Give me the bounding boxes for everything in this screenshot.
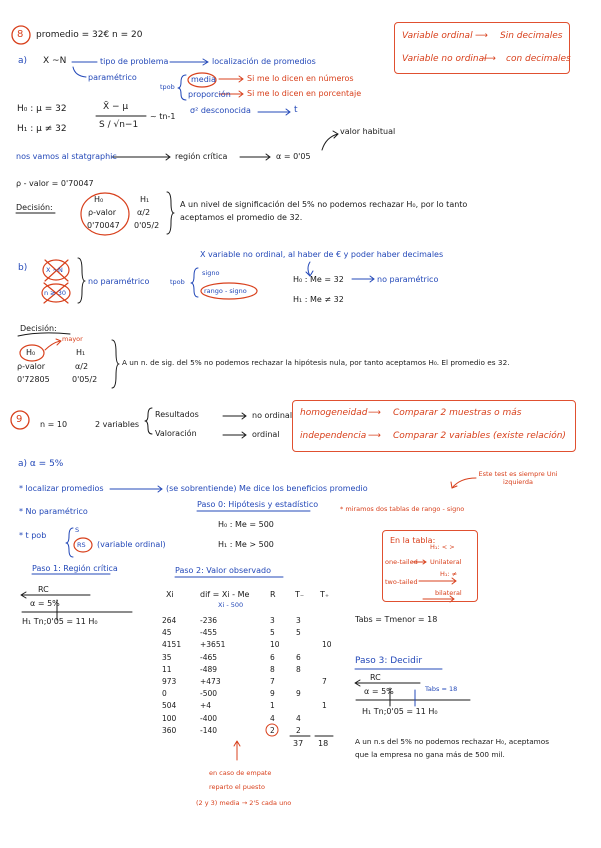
cell-r: 8 (270, 664, 275, 674)
cell-tminus: 6 (296, 652, 301, 662)
dec-col1-1: ρ-valor (88, 208, 117, 217)
b-dec-col1-0: H₀ (26, 348, 36, 357)
cell-dif: +3651 (200, 640, 226, 650)
dec-col1-2: 0'70047 (87, 221, 120, 230)
cell-tplus: 7 (322, 677, 327, 686)
s-label: S (75, 526, 80, 534)
final-text-2: que la empresa no gana más de 500 mil. (355, 750, 505, 759)
b-dec-col2-2: 0'05/2 (72, 375, 98, 384)
cell-tplus: 10 (322, 640, 332, 650)
b-h0: H₀ : Me = 32 (293, 275, 344, 284)
q9-var1-type: no ordinal (252, 411, 293, 420)
note-right-2: con decimales (506, 54, 571, 64)
tabs18: Tabs = 18 (425, 685, 458, 693)
bullet-1: * localizar promedios (19, 484, 104, 493)
stat-denominator: S / √n−1 (99, 120, 139, 130)
q9-h1: H₁ : Me > 500 (218, 540, 274, 549)
b-dec-col1-1: ρ-valor (17, 362, 46, 371)
parametric-label: paramétrico (88, 73, 137, 82)
miramos-note: * miramos dos tablas de rango - signo (340, 505, 465, 513)
statgraphic-note: nos vamos al statgraphic (16, 152, 117, 161)
q9-h0: H₀ : Me = 500 (218, 520, 274, 529)
empate-2: reparto el puesto (209, 783, 265, 791)
problem-type-value: localización de promedios (212, 57, 316, 66)
decision-label: Decisión: (16, 203, 53, 212)
b-dec-col2-0: H₁ (76, 348, 86, 357)
q8-a-dist: X ~N (43, 56, 67, 66)
th-xi: Xi (166, 590, 174, 599)
bullet-2: * No paramétrico (19, 507, 88, 516)
proporcion-label: proporción (188, 90, 231, 99)
b-dec-col1-2: 0'72805 (17, 375, 50, 384)
cell-xi: 100 (162, 713, 177, 723)
tabla-line2: two-tailed (385, 578, 418, 586)
sum-minus: 37 (293, 739, 304, 748)
tpob-label: tpob (160, 83, 175, 91)
valor-habitual: valor habitual (340, 127, 396, 136)
q9-variables: 2 variables (95, 420, 140, 429)
decision-text-2: aceptamos el promedio de 32. (180, 213, 303, 222)
h1-mu: H₁ : μ ≠ 32 (17, 124, 67, 134)
cell-dif: -500 (200, 689, 218, 699)
empate-1: en caso de empate (209, 769, 272, 777)
cell-xi: 11 (162, 664, 172, 674)
cell-dif: +4 (200, 701, 212, 711)
b-nonparam-2: no paramétrico (377, 275, 439, 284)
q9-note-left-2: independencia (300, 431, 367, 441)
cell-dif: -400 (200, 713, 218, 723)
paso0-title: Paso 0: Hipótesis y estadístico (197, 500, 319, 509)
sigma-note: σ² desconocida (190, 106, 251, 115)
tabla-line2-r: bilateral (435, 589, 462, 597)
paso2-title: Paso 2: Valor observado (175, 566, 271, 575)
cell-xi: 4151 (162, 640, 182, 650)
notes-page: 8 promedio = 32€ n = 20 Variable ordinal ⟶ Sin decimales Variable no ordinal ⟶ con decimales a) X ~N tipo de problema localización de promedios paramétrico tpob media Si me lo dicen en números proporción Si me lo dicen en porcentaje H₀ : μ = 32 H₁ : μ ≠ 32 X̄ − μ S / √n−1 ~ tn-1 σ² desconocida t valor habitual nos vamos al statgraphic región crítica α = 0'05 ρ - valor = 0'70047 Decisión: H₀ ρ-valor 0'70047 H₁ α/2 0'05/2 A un nivel de significación del 5% no podemos rechazar H₀, por lo tanto aceptamos el promedio de 32. b) X ~N n ≥ 30 no paramétrico X variable no ordinal, al haber de € y poder haber decimales tpob signo rango - signo H₀ : Me = 32 H₁ : Me ≠ 32 no paramétrico Decisión: mayor H₀ ρ-valor 0'72805 H₁ α/2 0'05/2 A un n. de sig. del 5% no podemos rechazar la hipótesis nula, por tanto aceptamos H₀. El promedio es 32. 9 n = 10 2 variables Resultados no ordinal Valoración ordinal homogeneidad ⟶ Comparar 2 muestras o más independencia ⟶ Comparar 2 variables (existe relación) a) α = 5% * localizar promedios (se sobrentiende) Me dice los beneficios promedio Este test es siempre Uni izquierda * No paramétrico Paso 0: Hipótesis y estadístico * miramos dos tablas de rango - signo * t pob S RS (variable ordinal) H₀ : Me = 500 H₁ : Me > 500 En la tabla: H₁: < > one-tailed Unilateral H₁: ≠ two-tailed bilateral Paso 1: Región crítica RC α = 5% H₁ Tn;0'05 = 11 H₀ Paso 2: Valor observado Xi dif = Xi - Me R T₋ T₊ Xi - 500 264 -236 3 3 45 -455 5 5 4151 +3651 10 10 35 -465 6 6 11 -489 8 8 973 +473 7 7 0 -500 9 9 504 +4 1 1 100 -400 4 4 360 -140 2 2 37 18 Tabs = Tmenor = 18 Paso 3: Decidir RC Tabs = 18 α = 5% H₁ Tn;0'05 = 11 H₀ A un n.s del 5% no podemos rechazar H₀, aceptamos que la empresa no gana más de 500 mil. en caso de empate reparto el puesto (2 y 3) media → 2'5 cada uno (0, 0, 601, 848)
region-critica: región crítica (175, 152, 228, 161)
tabs-equation: Tabs = Tmenor = 18 (355, 615, 438, 624)
q9-note-right-1: Comparar 2 muestras o más (393, 408, 522, 418)
stat-numerator: X̄ − μ (103, 102, 129, 112)
cell-r: 2 (270, 725, 275, 735)
q8-a-label: a) (18, 56, 28, 66)
cell-xi: 35 (162, 652, 172, 662)
note-left-1: Variable ordinal (402, 31, 473, 41)
tabla-h1a: H₁: < > (430, 543, 455, 551)
mayor-label: mayor (62, 335, 83, 343)
q9-note-right-2: Comparar 2 variables (existe relación) (393, 431, 566, 441)
cell-tminus: 5 (296, 628, 301, 638)
th-sub: Xi - 500 (218, 601, 244, 609)
cell-r: 6 (270, 652, 275, 662)
b-dec-col2-1: α/2 (75, 362, 89, 371)
alpha5-label-2: α = 5% (364, 687, 394, 696)
cell-tminus: 3 (296, 616, 301, 625)
h0-mu: H₀ : μ = 32 (17, 104, 67, 114)
note-left-2: Variable no ordinal (402, 54, 487, 64)
tabla-title: En la tabla: (390, 536, 436, 545)
media-note: Si me lo dicen en números (247, 74, 354, 83)
rango-signo-label: rango - signo (204, 287, 247, 295)
cell-xi: 45 (162, 628, 172, 638)
cell-dif: -236 (200, 616, 218, 625)
b-cross-2: n ≥ 30 (44, 289, 66, 297)
cell-xi: 0 (162, 689, 167, 699)
h1-region-2: H₁ Tn;0'05 = 11 H₀ (362, 707, 438, 716)
proporcion-note: Si me lo dicen en porcentaje (247, 89, 362, 98)
cell-dif: -465 (200, 652, 218, 662)
q9-number: 9 (16, 414, 23, 425)
cell-r: 10 (270, 640, 280, 650)
decision-text-1: A un nivel de significación del 5% no podemos rechazar H₀, por lo tanto (180, 200, 468, 209)
cell-tminus: 9 (296, 689, 301, 699)
rc-label-2: RC (370, 673, 381, 682)
alpha-value: α = 0'05 (276, 152, 311, 161)
q9-var2-type: ordinal (252, 430, 280, 439)
q8-header: promedio = 32€ n = 20 (36, 30, 143, 40)
b-decision-label: Decisión: (20, 324, 57, 333)
tabla-h1b: H₁: ≠ (440, 570, 458, 578)
p-value: ρ - valor = 0'70047 (16, 179, 94, 188)
bullet-1-note: (se sobrentiende) Me dice los beneficios promedio (166, 484, 368, 493)
q9-var1: Resultados (155, 410, 199, 419)
b-nonparam: no paramétrico (88, 277, 150, 286)
cell-tplus: 1 (322, 701, 327, 711)
q8-note-box (394, 22, 570, 74)
q9-n: n = 10 (40, 420, 68, 429)
stat-distribution: ~ tn-1 (150, 112, 176, 121)
cell-dif: -140 (200, 725, 218, 735)
q8-b-label: b) (18, 263, 28, 273)
th-tminus: T₋ (295, 590, 305, 599)
cell-r: 1 (270, 701, 275, 711)
th-r: R (270, 590, 276, 599)
dec-col2-2: 0'05/2 (134, 221, 160, 230)
cell-xi: 360 (162, 725, 177, 735)
tabla-line1-r: Unilateral (430, 558, 462, 566)
bullet-3: * t pob (19, 531, 47, 540)
media-label: media (191, 75, 216, 84)
dec-col1-0: H₀ (94, 195, 104, 204)
cell-r: 9 (270, 689, 275, 699)
dec-col2-1: α/2 (137, 208, 151, 217)
cell-dif: +473 (200, 677, 221, 686)
cell-dif: -489 (200, 664, 218, 674)
sigma-result: t (294, 105, 298, 115)
h1-region: H₁ Tn;0'05 = 11 H₀ (22, 617, 98, 626)
cell-xi: 973 (162, 677, 177, 686)
rs-label: RS (77, 541, 86, 549)
cell-xi: 504 (162, 701, 177, 711)
cell-r: 3 (270, 616, 275, 625)
rs-note: (variable ordinal) (97, 540, 166, 549)
cell-tminus: 8 (296, 664, 301, 674)
cell-xi: 264 (162, 616, 177, 625)
cell-tminus: 2 (296, 725, 301, 735)
cell-tminus: 4 (296, 713, 301, 723)
b-note: X variable no ordinal, al haber de € y poder haber decimales (200, 250, 444, 259)
q9-note-left-1: homogeneidad (300, 408, 368, 418)
paso3-title: Paso 3: Decidir (355, 656, 423, 666)
paso1-title: Paso 1: Región crítica (32, 564, 118, 573)
empate-3: (2 y 3) media → 2'5 cada uno (196, 799, 292, 807)
cell-r: 7 (270, 677, 275, 686)
alpha5-label: α = 5% (30, 599, 60, 608)
tabla-line1: one-tailed (385, 558, 418, 566)
dec-col2-0: H₁ (140, 195, 150, 204)
rc-label: RC (38, 585, 49, 594)
cell-r: 4 (270, 713, 275, 723)
b-decision-text: A un n. de sig. del 5% no podemos rechazar la hipótesis nula, por tanto aceptamos H₀. El promedio es 32. (122, 358, 510, 367)
th-dif: dif = Xi - Me (200, 590, 250, 599)
q9-a-label: a) α = 5% (18, 459, 64, 469)
signo-label: signo (202, 269, 220, 277)
note-right-1: Sin decimales (500, 31, 563, 41)
cell-dif: -455 (200, 628, 218, 638)
th-tplus: T₊ (320, 590, 330, 599)
problem-type: tipo de problema (100, 57, 169, 66)
b-tpob: tpob (170, 278, 185, 286)
final-text-1: A un n.s del 5% no podemos rechazar H₀, aceptamos (355, 737, 550, 746)
b-cross-1: X ~N (46, 266, 63, 274)
side-note: Este test es siempre Uni izquierda (478, 470, 558, 487)
q8-number: 8 (17, 29, 24, 40)
q9-var2: Valoración (155, 429, 197, 438)
cell-r: 5 (270, 628, 275, 638)
sum-plus: 18 (318, 739, 329, 748)
b-h1: H₁ : Me ≠ 32 (293, 295, 344, 304)
